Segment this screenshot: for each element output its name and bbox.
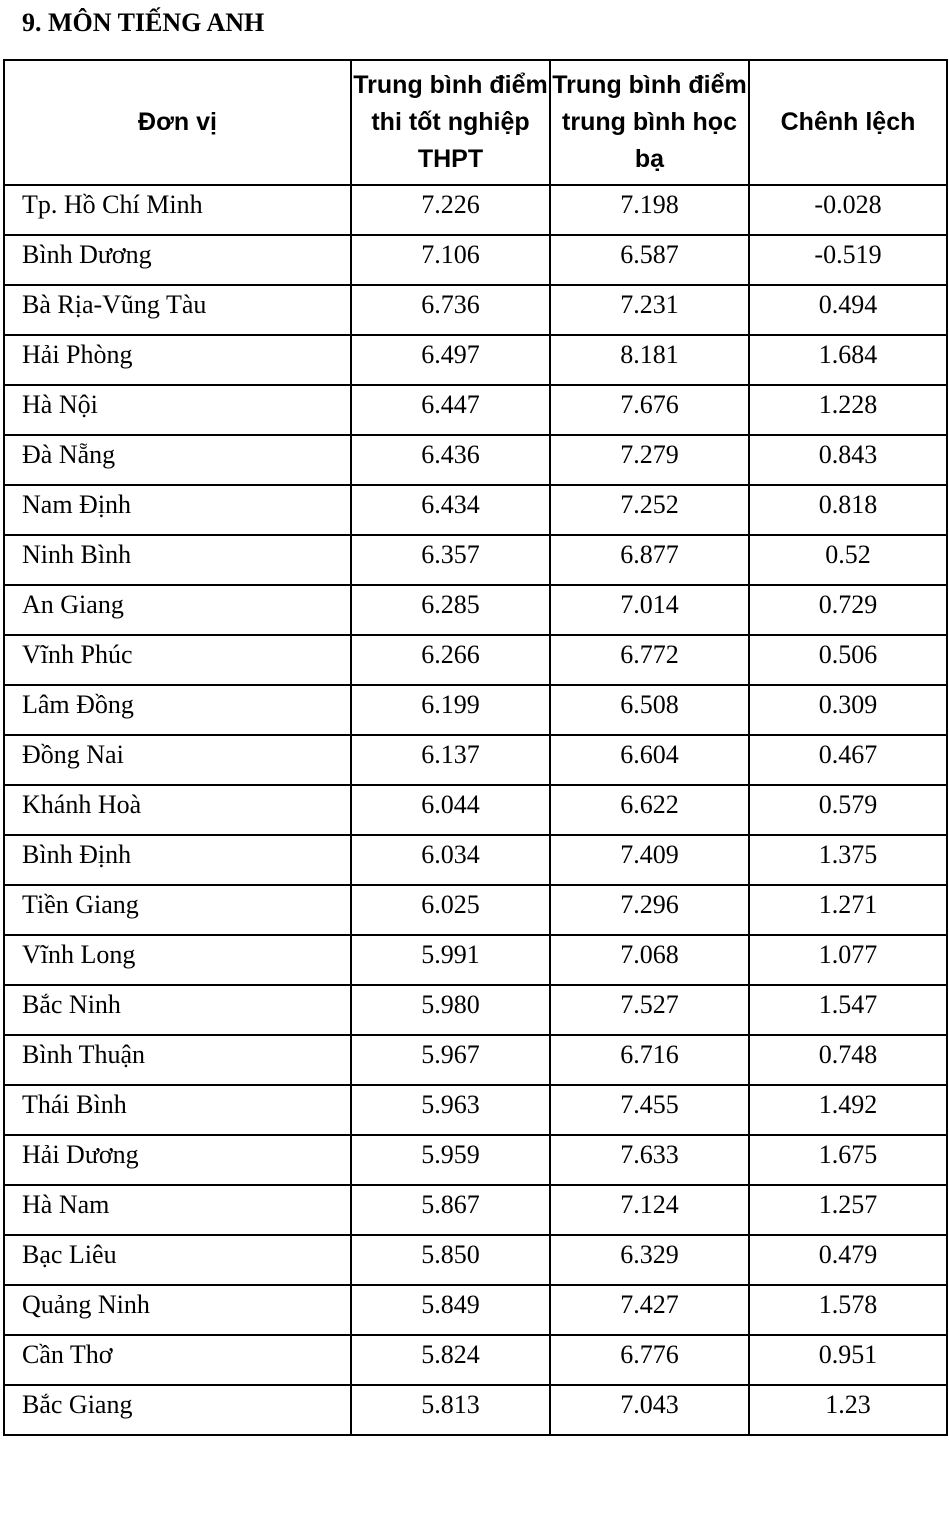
table-row [4,235,947,285]
unit-cell: Khánh Hoà [4,785,351,835]
transcript-average-cell: 7.231 [550,285,749,335]
transcript-average-cell: 7.279 [550,435,749,485]
difference-cell: -0.519 [749,235,947,285]
table-row [4,185,947,235]
transcript-average-cell: 6.587 [550,235,749,285]
header-unit: Đơn vị [4,60,351,185]
exam-average-cell: 5.967 [351,1035,550,1085]
table-row [4,985,947,1035]
table-row [4,635,947,685]
unit-cell: Quảng Ninh [4,1285,351,1335]
exam-average-cell: 5.959 [351,1135,550,1185]
unit-cell: Thái Bình [4,1085,351,1135]
difference-cell: -0.028 [749,185,947,235]
difference-cell: 0.748 [749,1035,947,1085]
transcript-average-cell: 6.877 [550,535,749,585]
difference-cell: 1.23 [749,1385,947,1435]
table-row [4,785,947,835]
table-row [4,535,947,585]
table-row [4,735,947,785]
unit-cell: Hải Phòng [4,335,351,385]
unit-cell: Bình Định [4,835,351,885]
exam-average-cell: 6.736 [351,285,550,335]
table-row [4,935,947,985]
table-row [4,585,947,635]
exam-average-cell: 5.850 [351,1235,550,1285]
transcript-average-cell: 7.427 [550,1285,749,1335]
exam-average-cell: 6.497 [351,335,550,385]
table-row [4,1285,947,1335]
difference-cell: 1.271 [749,885,947,935]
transcript-average-cell: 7.014 [550,585,749,635]
table-row [4,1335,947,1385]
table-row [4,835,947,885]
unit-cell: Bắc Giang [4,1385,351,1435]
unit-cell: Bắc Ninh [4,985,351,1035]
table-row [4,1185,947,1235]
difference-cell: 0.729 [749,585,947,635]
unit-cell: Nam Định [4,485,351,535]
exam-average-cell: 6.436 [351,435,550,485]
exam-average-cell: 5.849 [351,1285,550,1335]
table-row [4,1385,947,1435]
difference-cell: 0.467 [749,735,947,785]
difference-cell: 1.578 [749,1285,947,1335]
exam-average-cell: 6.034 [351,835,550,885]
unit-cell: Vĩnh Long [4,935,351,985]
unit-cell: Đà Nẵng [4,435,351,485]
unit-cell: Lâm Đồng [4,685,351,735]
difference-cell: 0.479 [749,1235,947,1285]
difference-cell: 1.492 [749,1085,947,1135]
unit-cell: Vĩnh Phúc [4,635,351,685]
transcript-average-cell: 6.772 [550,635,749,685]
difference-cell: 0.494 [749,285,947,335]
unit-cell: Bình Dương [4,235,351,285]
exam-average-cell: 6.266 [351,635,550,685]
unit-cell: Tp. Hồ Chí Minh [4,185,351,235]
unit-cell: Bình Thuận [4,1035,351,1085]
table-body [4,185,947,1435]
difference-cell: 1.684 [749,335,947,385]
exam-average-cell: 6.357 [351,535,550,585]
difference-cell: 1.077 [749,935,947,985]
difference-cell: 0.309 [749,685,947,735]
exam-average-cell: 6.199 [351,685,550,735]
exam-average-cell: 5.824 [351,1335,550,1385]
unit-cell: Đồng Nai [4,735,351,785]
page-title: 9. MÔN TIẾNG ANH [22,8,265,37]
transcript-average-cell: 7.252 [550,485,749,535]
table-row [4,385,947,435]
exam-average-cell: 5.991 [351,935,550,985]
exam-average-cell: 7.106 [351,235,550,285]
difference-cell: 1.547 [749,985,947,1035]
unit-cell: Hà Nam [4,1185,351,1235]
transcript-average-cell: 6.604 [550,735,749,785]
transcript-average-cell: 6.329 [550,1235,749,1285]
difference-cell: 0.951 [749,1335,947,1385]
unit-cell: Ninh Bình [4,535,351,585]
unit-cell: Cần Thơ [4,1335,351,1385]
exam-average-cell: 6.434 [351,485,550,535]
transcript-average-cell: 7.198 [550,185,749,235]
transcript-average-cell: 7.124 [550,1185,749,1235]
unit-cell: Tiền Giang [4,885,351,935]
table-row [4,885,947,935]
difference-cell: 0.579 [749,785,947,835]
exam-average-cell: 6.137 [351,735,550,785]
transcript-average-cell: 7.455 [550,1085,749,1135]
exam-average-cell: 6.044 [351,785,550,835]
table-row [4,285,947,335]
unit-cell: Hải Dương [4,1135,351,1185]
table-row [4,685,947,735]
difference-cell: 0.52 [749,535,947,585]
transcript-average-cell: 6.508 [550,685,749,735]
difference-cell: 0.506 [749,635,947,685]
exam-average-cell: 5.963 [351,1085,550,1135]
transcript-average-cell: 8.181 [550,335,749,385]
transcript-average-cell: 7.527 [550,985,749,1035]
table-row [4,435,947,485]
header-exam-average: Trung bình điểm thi tốt nghiệp THPT [351,60,550,185]
table-row [4,335,947,385]
unit-cell: Bà Rịa-Vũng Tàu [4,285,351,335]
difference-cell: 1.675 [749,1135,947,1185]
table-row [4,1035,947,1085]
exam-average-cell: 5.813 [351,1385,550,1435]
header-transcript-average: Trung bình điểm trung bình học bạ [550,60,749,185]
transcript-average-cell: 7.296 [550,885,749,935]
transcript-average-cell: 7.676 [550,385,749,435]
exam-average-cell: 6.025 [351,885,550,935]
table-row [4,1235,947,1285]
transcript-average-cell: 6.776 [550,1335,749,1385]
exam-average-cell: 5.980 [351,985,550,1035]
exam-average-cell: 6.447 [351,385,550,435]
difference-cell: 1.257 [749,1185,947,1235]
unit-cell: An Giang [4,585,351,635]
difference-cell: 0.843 [749,435,947,485]
transcript-average-cell: 6.622 [550,785,749,835]
transcript-average-cell: 6.716 [550,1035,749,1085]
table-row [4,1135,947,1185]
header-difference: Chênh lệch [749,60,947,185]
difference-cell: 0.818 [749,485,947,535]
unit-cell: Bạc Liêu [4,1235,351,1285]
unit-cell: Hà Nội [4,385,351,435]
table-row [4,485,947,535]
scores-table [3,59,948,1436]
table-row [4,1085,947,1135]
exam-average-cell: 6.285 [351,585,550,635]
table-header-row [4,60,947,185]
transcript-average-cell: 7.043 [550,1385,749,1435]
difference-cell: 1.228 [749,385,947,435]
transcript-average-cell: 7.409 [550,835,749,885]
transcript-average-cell: 7.068 [550,935,749,985]
transcript-average-cell: 7.633 [550,1135,749,1185]
exam-average-cell: 7.226 [351,185,550,235]
difference-cell: 1.375 [749,835,947,885]
exam-average-cell: 5.867 [351,1185,550,1235]
